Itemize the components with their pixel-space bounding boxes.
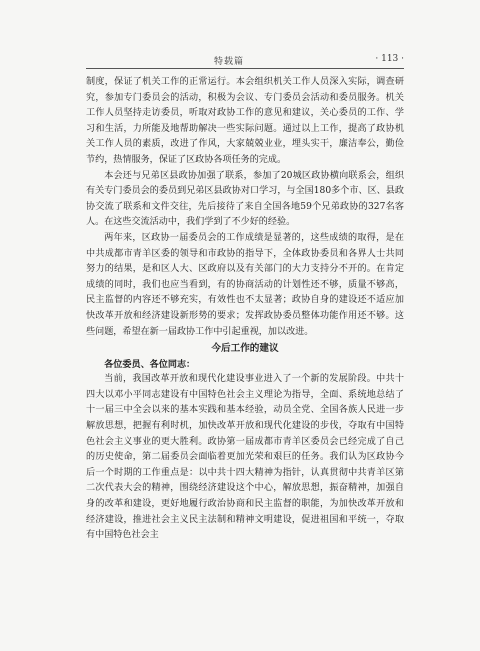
paragraph: 制度，保证了机关工作的正常运行。本会组织机关工作人员深入实际，调查研究，参加专门委员会的活动，积极为会议、专门委员会活动和委员服务。机关工作人员坚持走访委员，听取对政协工作的意见和建议，关心委员的工作、学习和生活，力所能及地帮助解决一些实际问题。通过以上工作，提高了政协机关工作人员的素质，改进了作风，大家兢兢业业，埋头实干，廉洁奉公，勤俭节约，热情服务，保证了区政协各项任务的完成。 bbox=[86, 77, 404, 165]
section-heading: 今后工作的建议 bbox=[211, 343, 279, 355]
section-title: 特载篇 bbox=[214, 57, 245, 67]
paragraph: 两年来，区政协一届委员会的工作成绩是显著的，这些成绩的取得，是在中共成都市青羊区委的领导和市政协的指导下，全体政协委员和各界人士共同努力的结果，是和区人大、区政府以及有关部门的大力支持分不开的。在肯定成绩的同时，我们也应当看到，有的协商活动的计划性还不够，质量不够高，民主监督的内容还不够充实，有效性也不太显著；政协自身的建设还不适应加快改革开放和经济建设新形势的要求；发挥政协委员整体功能作用还不够。这些问题，希望在新一届政协工作中引起重视，加以改进。 bbox=[86, 232, 404, 337]
page-number: · 113 · bbox=[375, 54, 404, 64]
running-header bbox=[86, 52, 404, 68]
paragraph: 本会还与兄弟区县政协加强了联系，参加了20城区政协横向联系会，组织有关专门委员会的委员到兄弟区县政协对口学习，与全国180多个市、区、县政协交流了联系和文件交往，先后接待了来自全国各地59个兄弟政协的327名客人。在这些交流活动中，我们学到了不少好的经验。 bbox=[86, 170, 404, 228]
salutation: 各位委员、各位同志： bbox=[104, 358, 196, 370]
paragraph: 当前，我国改革开放和现代化建设事业进入了一个新的发展阶段。中共十四大以邓小平同志建设有中国特色社会主义理论为指导，全面、系统地总结了十一届三中全会以来的基本实践和基本经验，动员全党、全国各族人民进一步解放思想，把握有利时机，加快改革开放和现代化建设的步伐，夺取有中国特色社会主义事业的更大胜利。政协第一届成都市青羊区委员会已经完成了自己的历史使命，第二届委员会面临着更加光荣和艰巨的任务。我们认为区政协今后一个时期的工作重点是：以中共十四大精神为指针，认真贯彻中共青羊区第二次代表大会的精神，围绕经济建设这个中心，解放思想，振奋精神，加强自身的改革和建设，更好地履行政治协商和民主监督的职能，为加快改革开放和经济建设，推进社会主义民主法制和精神文明建设，促进祖国和平统一，夺取有中国特色社会主 bbox=[86, 374, 404, 541]
page-body bbox=[86, 75, 404, 544]
header-rule bbox=[86, 68, 404, 69]
